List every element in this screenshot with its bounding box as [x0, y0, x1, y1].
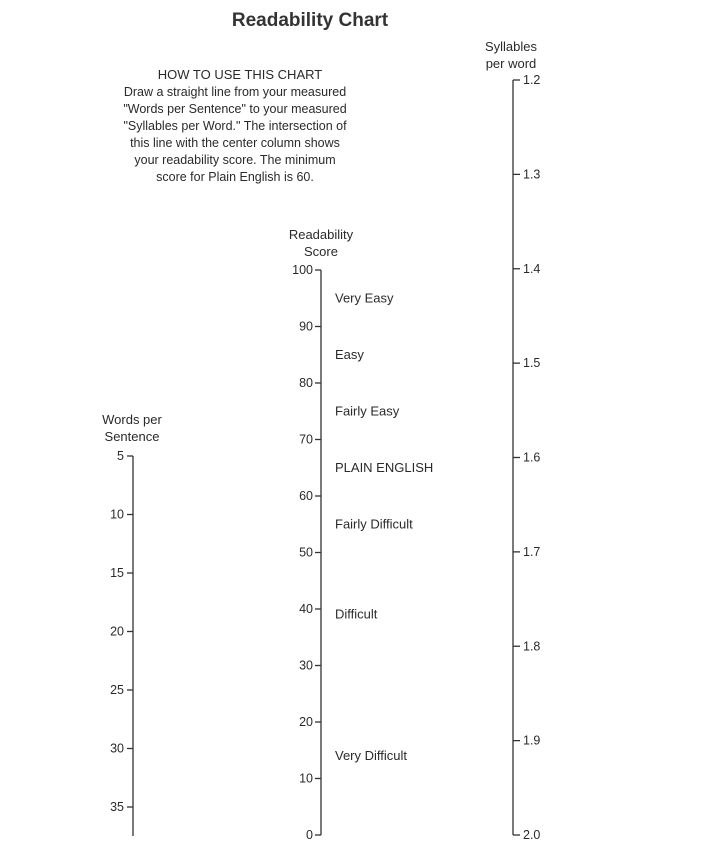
words-tick-label: 35	[110, 800, 124, 814]
words-tick-label: 10	[110, 507, 124, 522]
score-band-label: Fairly Easy	[335, 403, 400, 419]
score-band-label: Difficult	[335, 606, 378, 622]
score-tick-label: 50	[299, 545, 313, 560]
score-tick-label: 20	[299, 715, 313, 729]
syllables-tick-label: 1.7	[523, 544, 541, 559]
score-band-label: Very Easy	[335, 290, 394, 306]
score-tick-label: 10	[299, 771, 313, 786]
score-axis-label-line: Score	[304, 244, 338, 259]
words-tick-label: 30	[110, 741, 124, 756]
syllables-tick-label: 1.4	[523, 261, 541, 276]
instruction-line: Draw a straight line from your measured	[123, 85, 347, 99]
instruction-line: score for Plain English is 60.	[156, 170, 314, 184]
syllables-tick-label: 1.8	[523, 639, 541, 654]
instructions	[123, 67, 347, 184]
words-tick-label: 20	[110, 624, 124, 639]
words-tick-label: 15	[110, 566, 124, 580]
syllables-tick-label: 1.6	[523, 450, 541, 465]
words-axis-label-line: Words per	[102, 412, 162, 427]
score-band-label: Very Difficult	[335, 747, 408, 763]
chart-marks	[110, 73, 540, 842]
syllables-tick-label: 1.2	[523, 73, 541, 87]
score-tick-label: 30	[299, 658, 313, 673]
syllables-tick-label: 1.9	[523, 733, 541, 748]
syllables-tick-label: 1.5	[523, 356, 541, 371]
words-tick-label: 5	[117, 449, 124, 463]
score-tick-label: 100	[292, 263, 313, 277]
score-band-label: Easy	[335, 346, 364, 362]
score-tick-label: 40	[299, 602, 313, 616]
score-tick-label: 0	[306, 828, 313, 842]
score-band-label: PLAIN ENGLISH	[335, 459, 434, 475]
instruction-line: "Syllables per Word." The intersection of	[123, 119, 347, 133]
words-tick-label: 25	[110, 683, 124, 697]
syllables-tick-label: 2.0	[523, 828, 541, 842]
score-tick-label: 60	[299, 489, 313, 503]
syllables-axis-label	[485, 39, 538, 71]
instruction-line: your readability score. The minimum	[134, 153, 336, 167]
instruction-line: this line with the center column shows	[130, 136, 340, 150]
score-axis-label	[289, 227, 354, 259]
syllables-axis-label-line: Syllables	[484, 39, 538, 54]
instructions-heading: HOW TO USE THIS CHART	[157, 67, 323, 82]
words-axis-label-line: Sentence	[104, 429, 160, 444]
score-tick-label: 70	[299, 432, 313, 447]
syllables-tick-label: 1.3	[523, 167, 541, 182]
syllables-axis-label-line: per word	[485, 56, 537, 71]
instruction-line: "Words per Sentence" to your measured	[123, 102, 347, 116]
score-tick-label: 80	[299, 376, 313, 390]
score-band-label: Fairly Difficult	[335, 516, 413, 532]
score-tick-label: 90	[299, 319, 313, 334]
score-axis-label-line: Readability	[288, 227, 354, 242]
words-axis-label	[102, 412, 162, 444]
chart-title: Readability Chart	[231, 10, 389, 31]
